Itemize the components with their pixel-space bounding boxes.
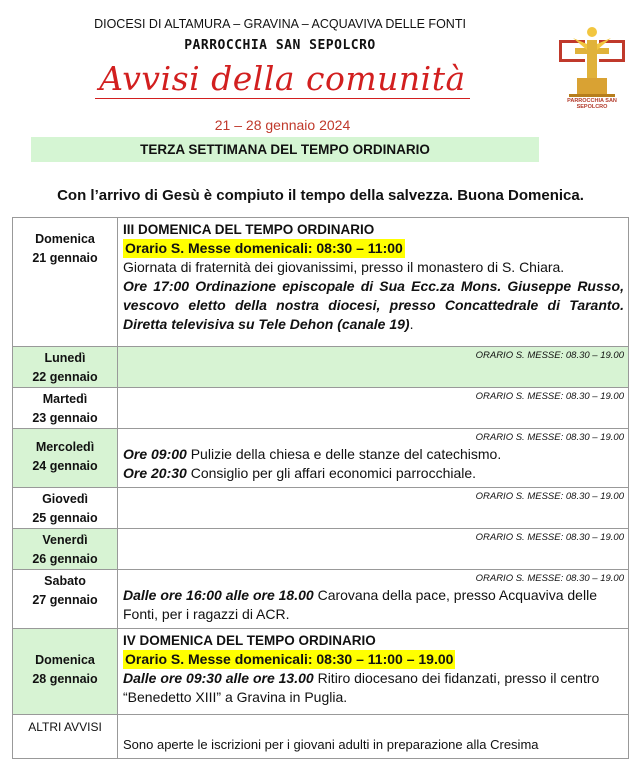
day-cell	[13, 388, 118, 429]
day-cell	[13, 429, 118, 488]
diocese-name: DIOCESI DI ALTAMURA – GRAVINA – ACQUAVIVA DELLE FONTI	[94, 17, 466, 31]
schedule-row-sunday-28	[13, 629, 629, 715]
day-cell	[13, 529, 118, 570]
schedule-row-sunday-21	[13, 218, 629, 347]
day-date: 22 gennaio	[32, 370, 98, 384]
mass-schedule-note: ORARIO S. MESSE: 08.30 – 19.00	[475, 491, 624, 502]
day-cell	[13, 488, 118, 529]
event-time: Ore 09:00	[123, 446, 187, 462]
parish-logo-icon	[553, 18, 631, 110]
day-name: Lunedì	[44, 351, 86, 365]
day-cell	[13, 629, 118, 715]
mass-schedule-note: ORARIO S. MESSE: 08.30 – 19.00	[475, 432, 624, 443]
event-time: Dalle ore 09:30 alle ore 13.00	[123, 670, 314, 686]
mass-schedule-note: ORARIO S. MESSE: 08.30 – 19.00	[475, 532, 624, 543]
day-name: Giovedì	[42, 492, 88, 506]
day-date: 25 gennaio	[32, 511, 98, 525]
sunday-title: III DOMENICA DEL TEMPO ORDINARIO	[123, 222, 375, 237]
parish-name: PARROCCHIA SAN SEPOLCRO	[184, 38, 376, 53]
mass-schedule-note: ORARIO S. MESSE: 08.30 – 19.00	[475, 573, 624, 584]
schedule-row-wednesday	[13, 429, 629, 488]
event-text: Giornata di fraternità dei giovanissimi, presso il monastero di S. Chiara.	[123, 259, 565, 275]
day-name: Venerdì	[42, 533, 88, 547]
event-time: Dalle ore 16:00 alle ore 18.00	[123, 587, 314, 603]
sunday-title: IV DOMENICA DEL TEMPO ORDINARIO	[123, 633, 376, 648]
day-name: Martedì	[42, 392, 88, 406]
day-content	[118, 347, 629, 388]
day-content	[118, 570, 629, 629]
day-cell	[13, 715, 118, 759]
event-time: Ore 20:30	[123, 465, 187, 481]
event-ordination-end: .	[409, 316, 414, 332]
day-name: Sabato	[44, 574, 86, 588]
page-title-text: Avvisi della comunità	[95, 59, 469, 99]
day-content	[118, 429, 629, 488]
day-date: 27 gennaio	[32, 593, 98, 607]
day-cell	[13, 570, 118, 629]
day-cell	[13, 347, 118, 388]
other-notices-label: ALTRI AVVISI	[28, 720, 102, 734]
day-content	[118, 388, 629, 429]
greeting: Con l’arrivo di Gesù è compiuto il tempo della salvezza. Buona Domenica.	[57, 187, 584, 204]
mass-schedule-note: ORARIO S. MESSE: 08.30 – 19.00	[475, 391, 624, 402]
schedule-table	[12, 217, 629, 759]
event-ordination: Ore 17:00 Ordinazione episcopale di Sua Ecc.za Mons. Giuseppe Russo, vescovo eletto della nostra diocesi, presso Concattedrale di Taranto. Diretta televisiva su Tele Dehon (canale 19)	[123, 278, 624, 332]
schedule-row-friday	[13, 529, 629, 570]
day-content	[118, 715, 629, 759]
day-content	[118, 218, 629, 347]
mass-schedule-note: ORARIO S. MESSE: 08.30 – 19.00	[475, 350, 624, 361]
day-content	[118, 529, 629, 570]
schedule-row-tuesday	[13, 388, 629, 429]
schedule-row-thursday	[13, 488, 629, 529]
mass-times-highlight: Orario S. Messe domenicali: 08:30 – 11:00	[125, 240, 403, 256]
schedule-row-saturday	[13, 570, 629, 629]
day-date: 28 gennaio	[32, 672, 98, 686]
page-title	[0, 59, 565, 98]
other-notice-text: Sono aperte le iscrizioni per i giovani adulti in preparazione alla Cresima	[123, 737, 539, 752]
date-range: 21 – 28 gennaio 2024	[214, 117, 351, 133]
day-name: Domenica	[35, 653, 95, 667]
event-text: Ritiro diocesano dei fidanzati, presso il centro “Benedetto XIII” a Gravina in Puglia.	[123, 670, 600, 705]
event-text: Carovana della pace, presso Acquaviva delle Fonti, per i ragazzi di ACR.	[123, 587, 597, 622]
day-content	[118, 488, 629, 529]
day-date: 26 gennaio	[32, 552, 98, 566]
schedule-row-monday	[13, 347, 629, 388]
mass-times-highlight: Orario S. Messe domenicali: 08:30 – 11:00 – 19.00	[125, 651, 454, 667]
day-content	[118, 629, 629, 715]
liturgical-week: TERZA SETTIMANA DEL TEMPO ORDINARIO	[31, 137, 539, 162]
day-date: 23 gennaio	[32, 411, 98, 425]
day-name: Mercoledì	[35, 440, 95, 454]
day-date: 21 gennaio	[32, 251, 98, 265]
day-date: 24 gennaio	[32, 459, 98, 473]
day-name: Domenica	[35, 232, 95, 246]
day-cell	[13, 218, 118, 347]
event-text: Pulizie della chiesa e delle stanze del catechismo.	[186, 446, 502, 462]
event-text: Consiglio per gli affari economici parrocchiale.	[186, 465, 477, 481]
schedule-row-other	[13, 715, 629, 759]
logo-caption: PARROCCHIA SAN SEPOLCRO	[567, 98, 617, 110]
